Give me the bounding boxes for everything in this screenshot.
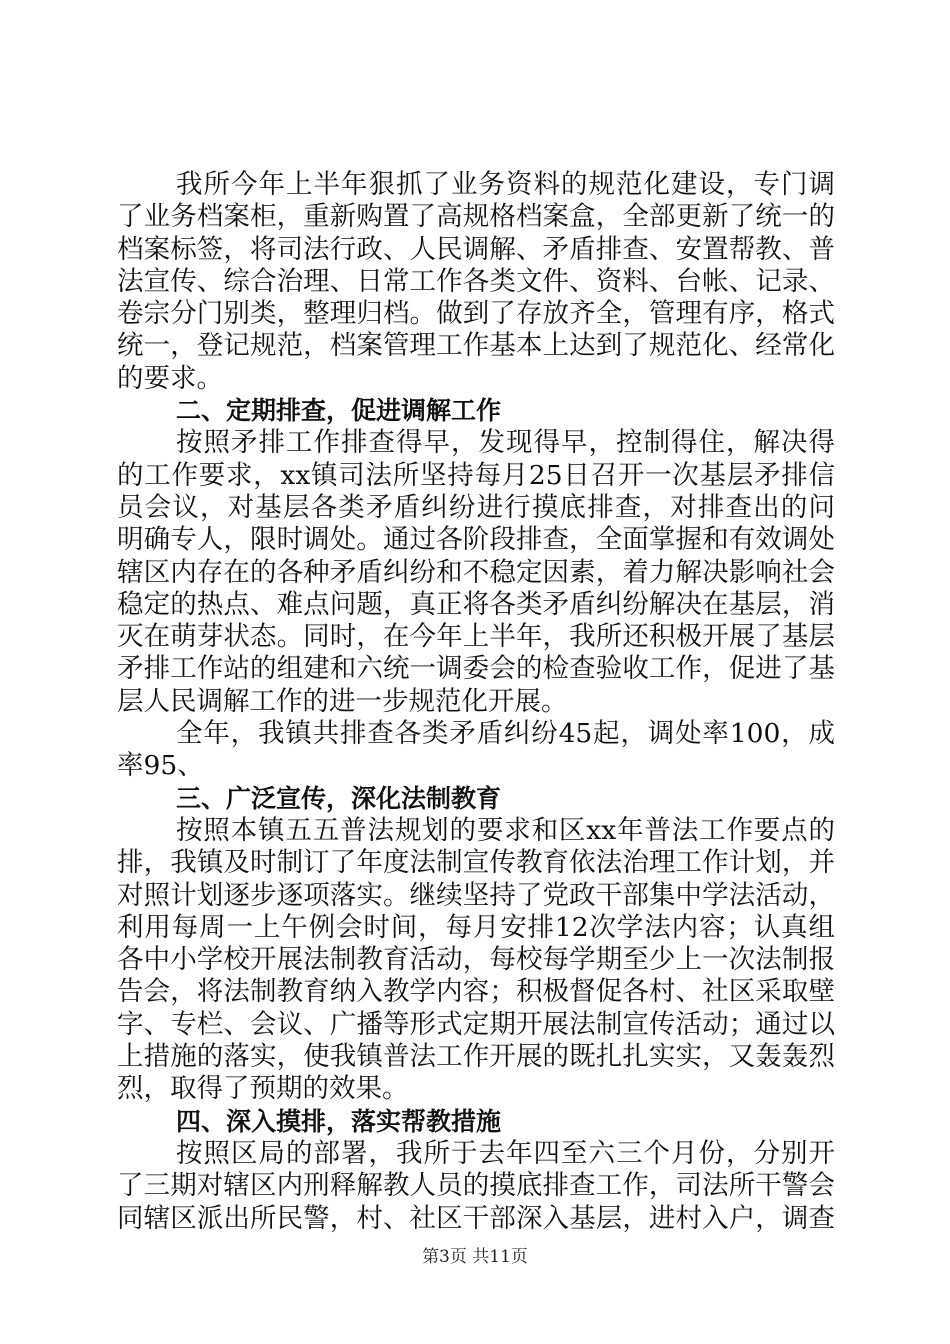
paragraph-line: 排，我镇及时制订了年度法制宣传教育依法治理工作计划，并	[117, 847, 835, 879]
section-heading: 四、深入摸排，落实帮教措施	[176, 1106, 502, 1136]
paragraph-line: 了业务档案柜，重新购置了高规格档案盒，全部更新了统一的	[117, 201, 835, 233]
paragraph-line: 稳定的热点、难点问题，真正将各类矛盾纠纷解决在基层，消	[117, 588, 835, 620]
paragraph-line: 了三期对辖区内刑释解教人员的摸底排查工作，司法所干警会	[117, 1170, 835, 1202]
paragraph-line: 灭在萌芽状态。同时，在今年上半年，我所还积极开展了基层	[117, 621, 835, 653]
paragraph-line: 辖区内存在的各种矛盾纠纷和不稳定因素，着力解决影响社会	[117, 556, 835, 588]
paragraph-line: 法宣传、综合治理、日常工作各类文件、资料、台帐、记录、	[117, 265, 835, 297]
paragraph-line: 率95、	[117, 750, 204, 782]
paragraph-line: 对照计划逐步逐项落实。继续坚持了党政干部集中学法活动，	[117, 879, 835, 911]
paragraph-line: 的工作要求，xx镇司法所坚持每月25日召开一次基层矛排信	[117, 459, 835, 491]
section-heading: 三、广泛宣传，深化法制教育	[176, 783, 502, 813]
paragraph-line: 员会议，对基层各类矛盾纠纷进行摸底排查，对排查出的问	[117, 491, 835, 523]
paragraph-line: 矛排工作站的组建和六统一调委会的检查验收工作，促进了基	[117, 653, 835, 685]
paragraph-line: 同辖区派出所民警，村、社区干部深入基层，进村入户，调查	[117, 1202, 835, 1234]
paragraph-line: 全年，我镇共排查各类矛盾纠纷45起，调处率100，成	[176, 718, 835, 750]
page-footer: 第3页 共11页	[422, 1247, 528, 1267]
section-heading: 二、定期排查，促进调解工作	[176, 396, 502, 426]
paragraph-line: 按照区局的部署，我所于去年四至六三个月份，分别开	[176, 1137, 835, 1169]
paragraph-line: 各中小学校开展法制教育活动，每校每学期至少上一次法制报	[117, 944, 835, 976]
paragraph-line: 档案标签，将司法行政、人民调解、矛盾排查、安置帮教、普	[117, 233, 835, 265]
paragraph-line: 卷宗分门别类，整理归档。做到了存放齐全，管理有序，格式	[117, 298, 835, 330]
paragraph-line: 利用每周一上午例会时间，每月安排12次学法内容；认真组	[117, 911, 835, 943]
paragraph-line: 按照矛排工作排查得早，发现得早，控制得住，解决得	[176, 427, 835, 459]
paragraph-line: 层人民调解工作的进一步规范化开展。	[117, 685, 568, 717]
paragraph-line: 我所今年上半年狠抓了业务资料的规范化建设，专门调	[176, 169, 835, 200]
paragraph-line: 字、专栏、会议、广播等形式定期开展法制宣传活动；通过以	[117, 1008, 835, 1040]
paragraph-line: 烈，取得了预期的效果。	[117, 1073, 409, 1105]
paragraph-line: 按照本镇五五普法规划的要求和区xx年普法工作要点的	[176, 814, 835, 846]
document-body	[117, 169, 835, 1235]
paragraph-line: 告会，将法制教育纳入教学内容；积极督促各村、社区采取壁	[117, 976, 835, 1008]
paragraph-line: 的要求。	[117, 362, 223, 394]
paragraph-line: 明确专人，限时调处。通过各阶段排查，全面掌握和有效调处	[117, 524, 835, 556]
paragraph-line: 上措施的落实，使我镇普法工作开展的既扎扎实实，又轰轰烈	[117, 1041, 835, 1073]
paragraph-line: 统一，登记规范，档案管理工作基本上达到了规范化、经常化	[117, 330, 835, 362]
